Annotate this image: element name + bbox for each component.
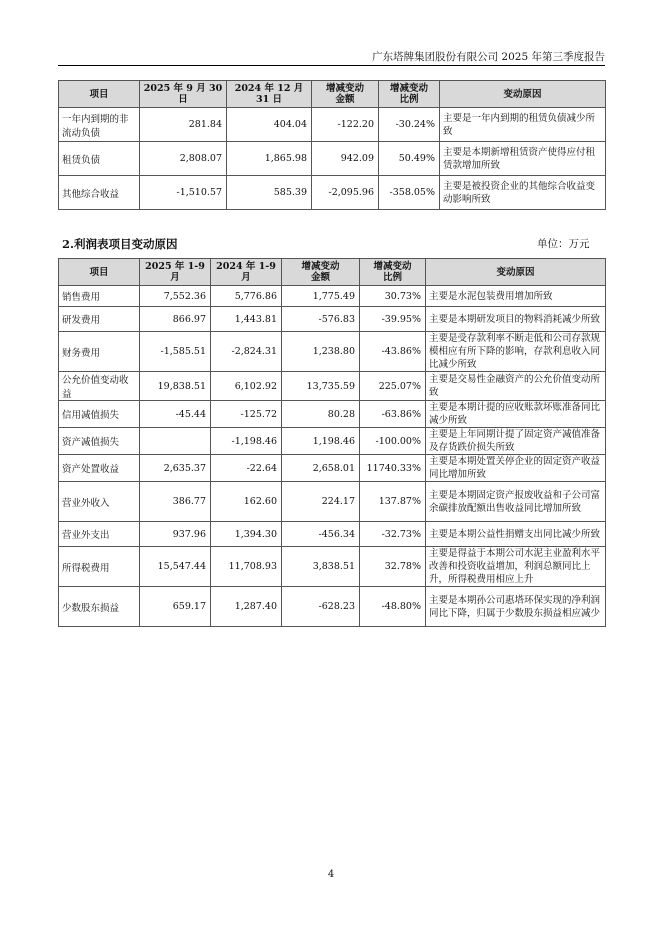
value-cell: -1,198.46	[211, 428, 282, 455]
reason-cell: 主要是一年内到期的租赁负债减少所致	[440, 108, 606, 142]
column-header: 增减变动 比例	[360, 259, 426, 286]
table-row	[59, 332, 606, 372]
value-cell: -32.73%	[360, 522, 426, 547]
value-cell: -358.05%	[379, 176, 440, 210]
reason-cell: 主要是本期孙公司惠塔环保实现的净利润同比下降，归属于少数股东损益相应减少	[426, 587, 606, 627]
reason-cell: 主要是水泥包装费用增加所致	[426, 286, 606, 307]
value-cell	[140, 428, 211, 455]
value-cell: 1,443.81	[211, 307, 282, 332]
row-label: 研发费用	[59, 307, 140, 332]
value-cell: 386.77	[140, 482, 211, 522]
column-header: 2024 年 1-9 月	[211, 259, 282, 286]
unit-label: 单位：万元	[537, 238, 590, 250]
table-row	[59, 372, 606, 401]
column-header: 2025 年 1-9 月	[140, 259, 211, 286]
value-cell: -122.20	[312, 108, 379, 142]
reason-cell: 主要是本期计提的应收账款坏账准备同比减少所致	[426, 401, 606, 428]
reason-cell: 主要是本期公益性捐赠支出同比减少所致	[426, 522, 606, 547]
value-cell: 1,775.49	[282, 286, 360, 307]
row-label: 少数股东损益	[59, 587, 140, 627]
reason-cell: 主要是交易性金融资产的公允价值变动所致	[426, 372, 606, 401]
row-label: 营业外支出	[59, 522, 140, 547]
income-statement-changes-table	[58, 258, 606, 627]
value-cell: 80.28	[282, 401, 360, 428]
value-cell: 659.17	[140, 587, 211, 627]
value-cell: 937.96	[140, 522, 211, 547]
row-label: 资产处置收益	[59, 455, 140, 482]
value-cell: 942.09	[312, 142, 379, 176]
table-row	[59, 176, 606, 210]
value-cell: -45.44	[140, 401, 211, 428]
table-row	[59, 142, 606, 176]
reason-cell: 主要是受存款利率不断走低和公司存款规模相应有所下降的影响，存款利息收入同比减少所致	[426, 332, 606, 372]
value-cell: 30.73%	[360, 286, 426, 307]
column-header: 项目	[59, 81, 140, 108]
value-cell: 2,635.37	[140, 455, 211, 482]
table-row	[59, 482, 606, 522]
table-row	[59, 547, 606, 587]
row-label: 租赁负债	[59, 142, 140, 176]
value-cell: 1,394.30	[211, 522, 282, 547]
reason-cell: 主要是上年同期计提了固定资产减值准备及存货跌价损失所致	[426, 428, 606, 455]
value-cell: 11,708.93	[211, 547, 282, 587]
table-header-row	[59, 259, 606, 286]
value-cell: -63.86%	[360, 401, 426, 428]
value-cell: 2,808.07	[140, 142, 227, 176]
row-label: 一年内到期的非流动负债	[59, 108, 140, 142]
column-header: 增减变动 比例	[379, 81, 440, 108]
value-cell: 1,287.40	[211, 587, 282, 627]
value-cell: 225.07%	[360, 372, 426, 401]
value-cell: 15,547.44	[140, 547, 211, 587]
table-row	[59, 108, 606, 142]
section-title: 2.利润表项目变动原因	[62, 237, 178, 251]
table-row	[59, 522, 606, 547]
value-cell: -39.95%	[360, 307, 426, 332]
value-cell: 50.49%	[379, 142, 440, 176]
table-header-row	[59, 81, 606, 108]
value-cell: 1,865.98	[227, 142, 312, 176]
table-row	[59, 428, 606, 455]
reason-cell: 主要是得益于本期公司水泥主业盈利水平改善和投资收益增加，利润总额同比上升，所得税费用相应上升	[426, 547, 606, 587]
column-header: 增减变动 金额	[282, 259, 360, 286]
value-cell: 866.97	[140, 307, 211, 332]
value-cell: -2,824.31	[211, 332, 282, 372]
value-cell: -30.24%	[379, 108, 440, 142]
value-cell: -576.83	[282, 307, 360, 332]
value-cell: 5,776.86	[211, 286, 282, 307]
column-header: 项目	[59, 259, 140, 286]
header-divider	[58, 65, 605, 66]
value-cell: 3,838.51	[282, 547, 360, 587]
row-label: 信用减值损失	[59, 401, 140, 428]
table-row	[59, 455, 606, 482]
value-cell: -2,095.96	[312, 176, 379, 210]
value-cell: -48.80%	[360, 587, 426, 627]
row-label: 财务费用	[59, 332, 140, 372]
row-label: 所得税费用	[59, 547, 140, 587]
report-header-title: 广东塔牌集团股份有限公司 2025 年第三季度报告	[372, 51, 605, 63]
column-header: 增减变动 金额	[312, 81, 379, 108]
value-cell: -43.86%	[360, 332, 426, 372]
value-cell: -1,585.51	[140, 332, 211, 372]
column-header: 变动原因	[440, 81, 606, 108]
table-row	[59, 401, 606, 428]
balance-sheet-changes-table	[58, 80, 606, 210]
value-cell: 585.39	[227, 176, 312, 210]
table-row	[59, 587, 606, 627]
value-cell: 11740.33%	[360, 455, 426, 482]
value-cell: -100.00%	[360, 428, 426, 455]
value-cell: 224.17	[282, 482, 360, 522]
column-header: 2025 年 9 月 30 日	[140, 81, 227, 108]
value-cell: 137.87%	[360, 482, 426, 522]
value-cell: -456.34	[282, 522, 360, 547]
row-label: 其他综合收益	[59, 176, 140, 210]
reason-cell: 主要是本期新增租赁资产使得应付租赁款增加所致	[440, 142, 606, 176]
row-label: 资产减值损失	[59, 428, 140, 455]
row-label: 营业外收入	[59, 482, 140, 522]
value-cell: 2,658.01	[282, 455, 360, 482]
value-cell: 162.60	[211, 482, 282, 522]
value-cell: -22.64	[211, 455, 282, 482]
value-cell: 19,838.51	[140, 372, 211, 401]
value-cell: 281.84	[140, 108, 227, 142]
page-number: 4	[327, 869, 335, 880]
value-cell: 7,552.36	[140, 286, 211, 307]
value-cell: -1,510.57	[140, 176, 227, 210]
value-cell: 404.04	[227, 108, 312, 142]
reason-cell: 主要是本期研发项目的物料消耗减少所致	[426, 307, 606, 332]
column-header: 变动原因	[426, 259, 606, 286]
reason-cell: 主要是被投资企业的其他综合收益变动影响所致	[440, 176, 606, 210]
value-cell: -125.72	[211, 401, 282, 428]
reason-cell: 主要是本期固定资产报废收益和子公司富余碳排放配额出售收益同比增加所致	[426, 482, 606, 522]
value-cell: 13,735.59	[282, 372, 360, 401]
value-cell: 1,198.46	[282, 428, 360, 455]
row-label: 公允价值变动收益	[59, 372, 140, 401]
value-cell: 6,102.92	[211, 372, 282, 401]
value-cell: 32.78%	[360, 547, 426, 587]
table-row	[59, 307, 606, 332]
row-label: 销售费用	[59, 286, 140, 307]
reason-cell: 主要是本期处置关停企业的固定资产收益同比增加所致	[426, 455, 606, 482]
table-row	[59, 286, 606, 307]
value-cell: 1,238.80	[282, 332, 360, 372]
value-cell: -628.23	[282, 587, 360, 627]
column-header: 2024 年 12 月 31 日	[227, 81, 312, 108]
